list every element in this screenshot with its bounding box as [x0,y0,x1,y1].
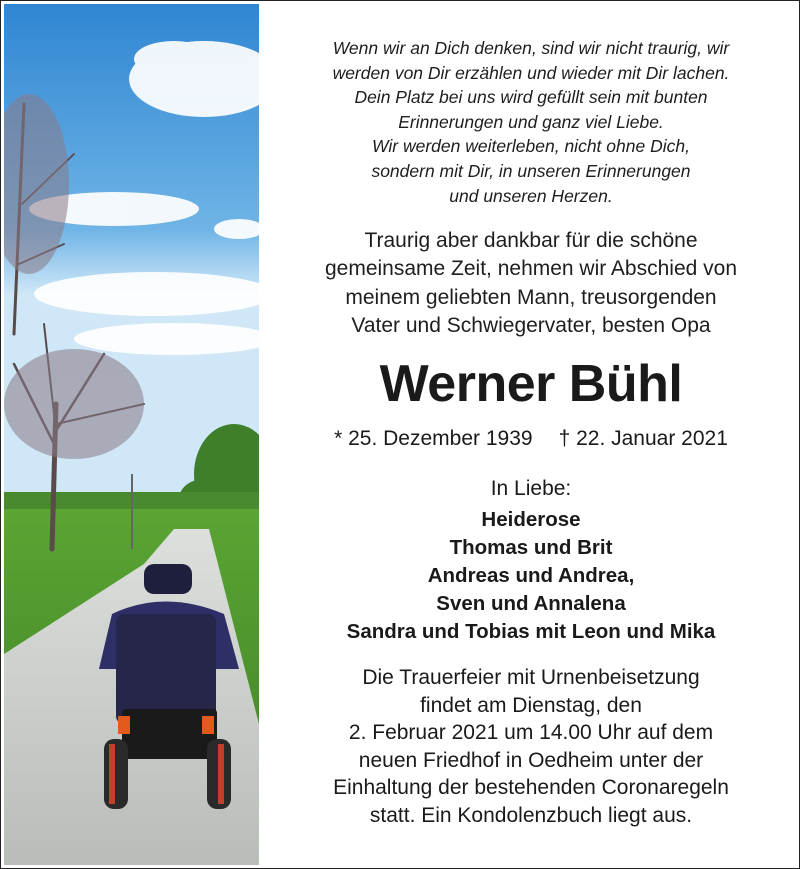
poem-line: Dein Platz bei uns wird gefüllt sein mit bunten [354,87,708,108]
memorial-photo [4,4,259,865]
funeral-line: Einhaltung der bestehenden Coronaregeln [333,776,729,800]
funeral-line: Die Trauerfeier mit Urnenbeisetzung [362,666,700,689]
poem-line: Wenn wir an Dich denken, sind wir nicht traurig, wir [332,38,730,58]
notice-text [263,1,799,868]
funeral-info [263,664,799,830]
poem-line: Erinnerungen und ganz viel Liebe. [398,111,664,132]
mourner: Heiderose [481,508,581,531]
funeral-line: neuen Friedhof in Oedheim unter der [358,748,704,772]
funeral-line: statt. Ein Kondolenzbuch liegt aus. [369,803,693,827]
in-love-label: In Liebe: [490,477,572,500]
birth-date: * 25. Dezember 1939 [334,427,533,450]
intro-line: gemeinsame Zeit, nehmen wir Abschied von [324,257,738,281]
funeral-line: 2. Februar 2021 um 14.00 Uhr auf dem [348,721,714,745]
poem-line: werden von Dir erzählen und wieder mit Dir lachen. [332,62,730,83]
mourner: Sandra und Tobias mit Leon und Mika [346,620,716,644]
intro-line: meinem geliebten Mann, treusorgenden [345,285,717,309]
intro-line: Traurig aber dankbar für die schöne [364,229,698,252]
poem-line: sondern mit Dir, in unseren Erinnerungen [371,160,691,181]
deceased-name: Werner Bühl [379,355,683,413]
life-dates [263,425,799,453]
mourners-list [263,506,799,646]
memorial-poem [263,36,799,208]
funeral-line: findet am Dienstag, den [420,693,642,717]
poem-line: Wir werden weiterleben, nicht ohne Dich, [372,136,690,157]
death-date: † 22. Januar 2021 [558,427,728,450]
mourner: Sven und Annalena [436,592,626,616]
mourner: Andreas und Andrea, [427,564,635,588]
intro-line: Vater und Schwiegervater, besten Opa [351,313,711,337]
mourner: Thomas und Brit [449,536,613,560]
farewell-intro [263,227,799,340]
poem-line: und unseren Herzen. [449,185,613,206]
